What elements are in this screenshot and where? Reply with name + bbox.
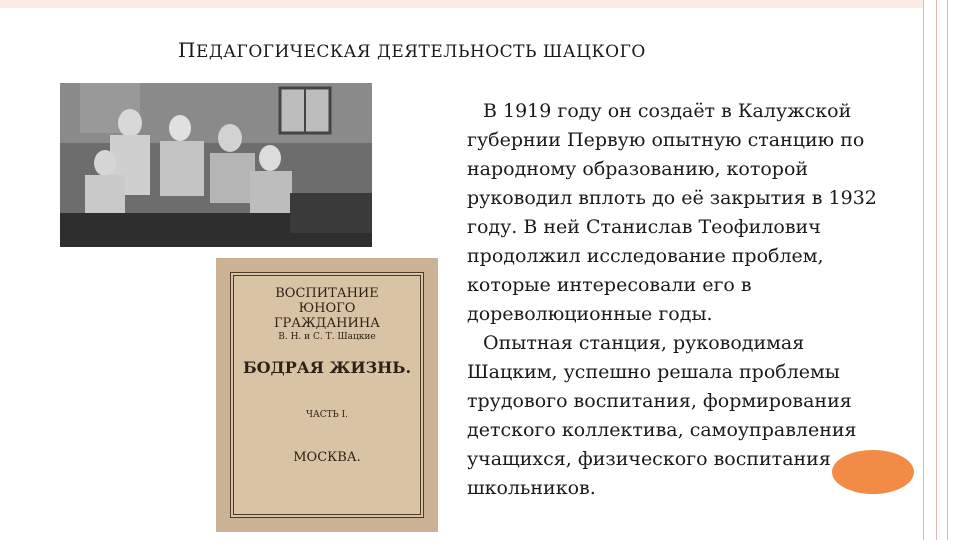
book-part: ЧАСТЬ I. xyxy=(305,410,348,420)
book-title: БОДРАЯ ЖИЗНЬ. xyxy=(242,358,412,377)
slide-top-band xyxy=(0,0,924,8)
book-cover-image xyxy=(216,258,438,532)
body-text xyxy=(467,97,887,503)
decorative-orange-circle xyxy=(832,450,914,494)
slide-right-border xyxy=(923,0,960,540)
historical-photo xyxy=(60,83,372,247)
book-cover-frame xyxy=(230,272,424,518)
book-city: МОСКВА. xyxy=(293,450,361,465)
slide-title: ПЕДАГОГИЧЕСКАЯ ДЕЯТЕЛЬНОСТЬ ШАЦКОГО xyxy=(178,38,646,62)
book-authors: В. Н. и С. Т. Шацкие xyxy=(278,332,376,342)
book-series: ВОСПИТАНИЕ ЮНОГО ГРАЖДАНИНА xyxy=(273,286,381,331)
paragraph: Опытная станция, руководимая Шацким, успешно решала проблемы трудового воспитания, формирования детского коллектива, самоуправления учащихся, физического воспитания школьников. xyxy=(467,332,857,499)
paragraph: В 1919 году он создаёт в Калужской губернии Первую опытную станцию по народному образованию, которой руководил вплоть до её закрытия в 1932 году. В ней Станислав Теофилович продолжил исследование проблем, которые интересовали его в дореволюционные годы. xyxy=(467,100,877,325)
children-group-photo xyxy=(60,83,372,247)
